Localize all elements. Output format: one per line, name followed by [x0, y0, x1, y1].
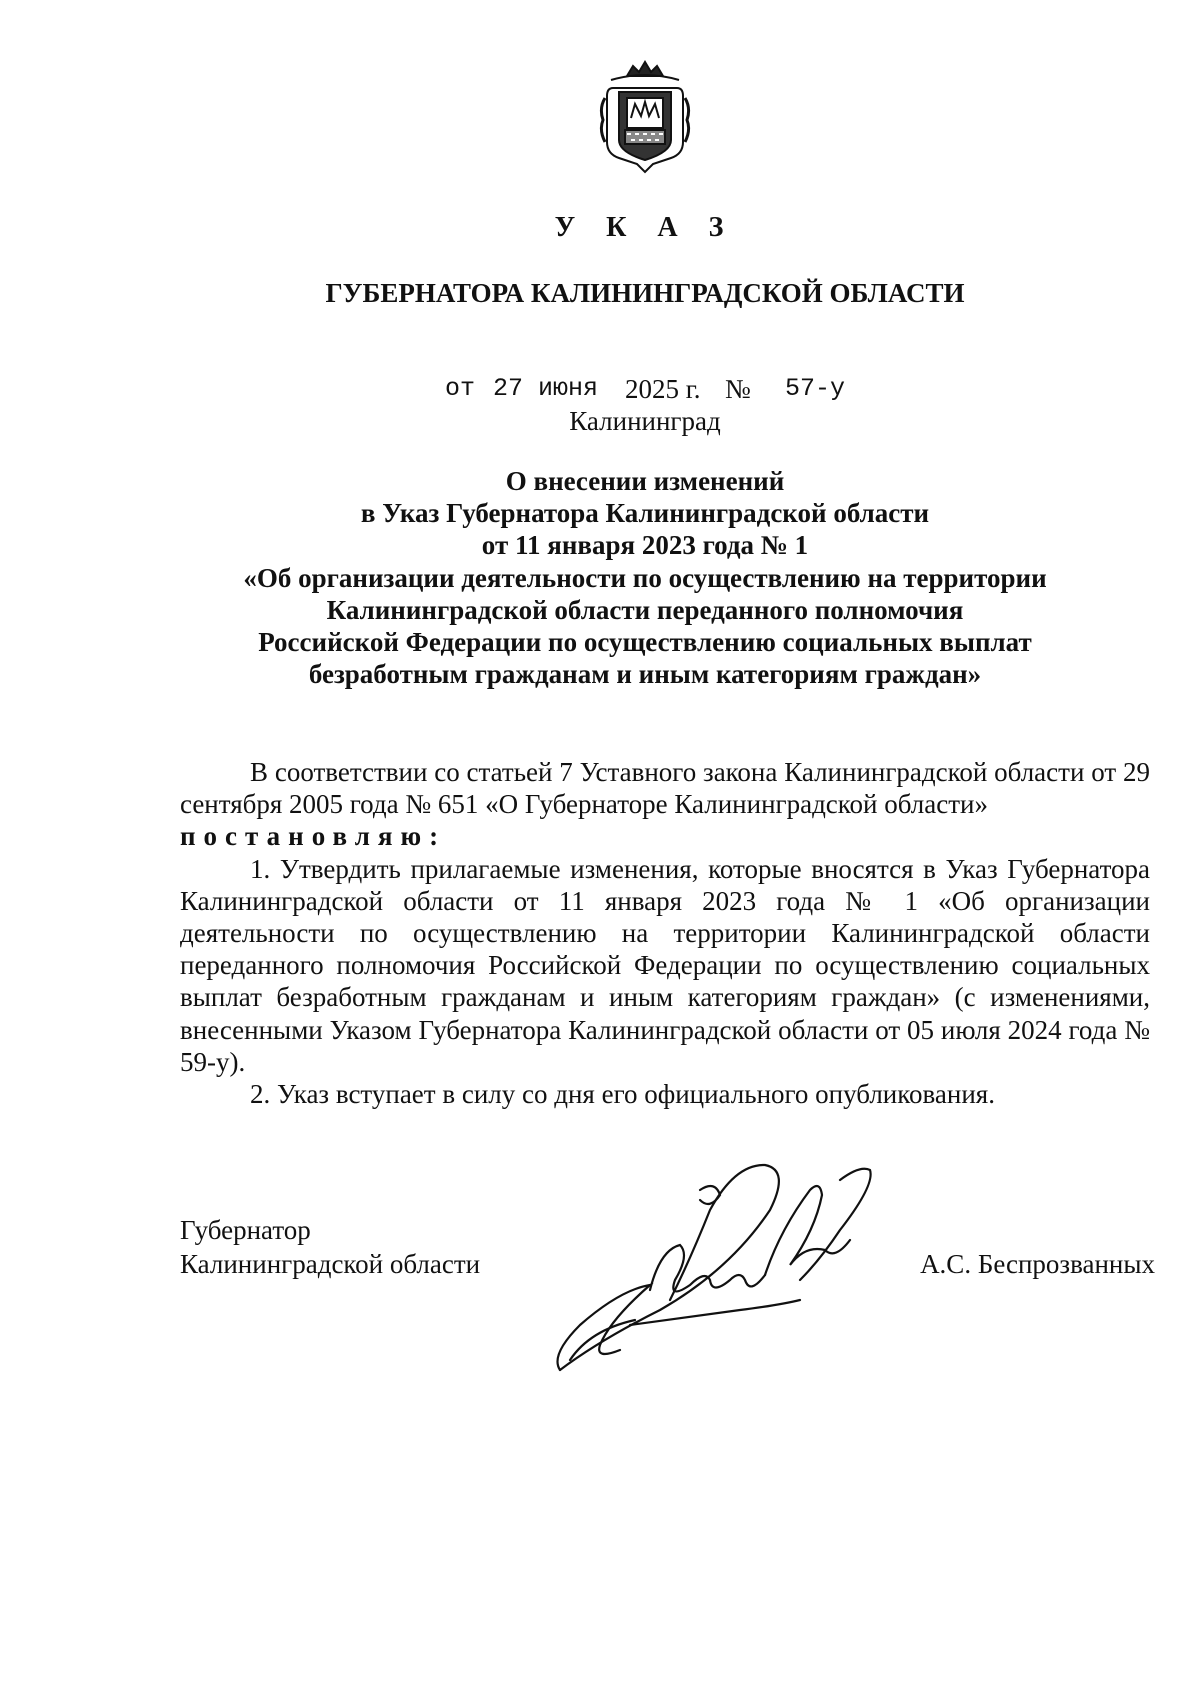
- heading-line: Российской Федерации по осуществлению социальных выплат: [258, 627, 1032, 658]
- signatory-name: А.С. Беспрозванных: [920, 1249, 1155, 1279]
- decree-heading: [200, 465, 1090, 690]
- preamble-paragraph: В соответствии со статьей 7 Уставного закона Калининградской области от 29 сентября 2005 года № 651 «О Губернаторе Калининградской области»: [180, 757, 1150, 820]
- place-of-issue: Калининград: [569, 406, 721, 436]
- heading-line: Калининградской области переданного полномочия: [326, 594, 964, 625]
- date-prefix: от: [445, 374, 476, 403]
- date-number-line: [445, 374, 945, 406]
- signatory-position: [180, 1213, 580, 1281]
- number-sign: №: [725, 374, 751, 404]
- decree-number: 57-у: [785, 374, 846, 403]
- item-2-paragraph: 2. Указ вступает в силу со дня его официального опубликования.: [250, 1079, 995, 1110]
- date-year: 2025 г.: [625, 374, 701, 404]
- decree-body: [180, 756, 1150, 1110]
- heading-line: безработным гражданам и иным категориям граждан»: [308, 659, 982, 690]
- date-day-month: 27 июня: [493, 374, 599, 403]
- heading-line: О внесении изменений: [505, 466, 785, 496]
- item-1-paragraph: 1. Утвердить прилагаемые изменения, которые вносятся в Указ Губернатора Калининградской области от 11 января 2023 года № 1 «Об организации деятельности по осуществлению на территории Калининградской области переданного полномочия Российской Федерации по осуществлению социальных выплат безработным гражданам и иным категориям граждан» (с изменениями, внесенными Указом Губернатора Калининградской области от 05 июля 2024 года № 59-у).: [180, 853, 1150, 1077]
- decree-word: постановляю:: [180, 821, 447, 852]
- heading-line: в Указ Губернатора Калининградской области: [360, 498, 930, 529]
- heading-line: «Об организации деятельности по осуществлению на территории: [243, 562, 1047, 593]
- heading-line: от 11 января 2023 года № 1: [481, 530, 809, 561]
- issuer-title: ГУБЕРНАТОРА КАЛИНИНГРАДСКОЙ ОБЛАСТИ: [325, 278, 965, 308]
- position-line: Калининградской области: [180, 1249, 481, 1279]
- handwritten-signature: [540, 1150, 930, 1380]
- position-line: Губернатор: [180, 1215, 311, 1245]
- coat-of-arms-icon: [597, 58, 693, 174]
- document-type-title: У К А З: [554, 212, 736, 243]
